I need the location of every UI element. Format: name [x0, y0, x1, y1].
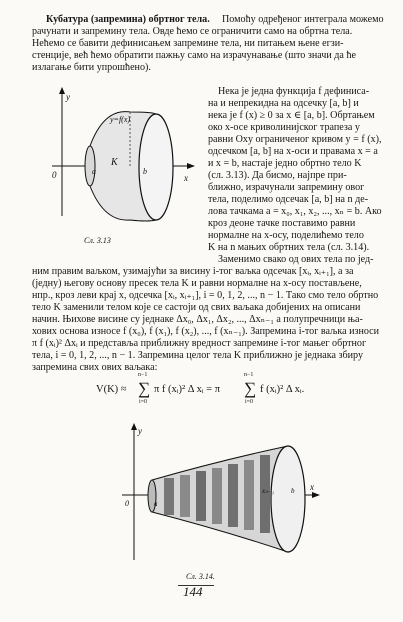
- sigma-icon: ∑: [138, 379, 151, 398]
- label-o: 0: [52, 170, 57, 180]
- paragraph-line: π f (xᵢ)² Δxᵢ и представља приближну вредност запремине i-тог мањег обртног: [32, 338, 367, 349]
- label-x: x: [310, 482, 314, 492]
- volume-formula: [96, 372, 326, 408]
- y-axis-arrow-icon: [59, 87, 65, 94]
- paragraph-line: начин. Њихове висине су једнаке Δx₀, Δx₁, Δx₂, ..., Δxₙ₋₁ а полупречници ња-: [32, 314, 363, 325]
- figure-caption: Сл. 3.14.: [186, 572, 215, 581]
- label-b: b: [291, 487, 295, 495]
- x-axis-arrow-icon: [187, 163, 195, 169]
- paragraph-line: тела, поделимо одсечак [a, b] на n де-: [208, 194, 369, 205]
- paragraph-line: K на n мањих обртних тела (сл. 3.14).: [208, 242, 370, 253]
- figure-3-13: [52, 86, 202, 234]
- paragraph-line: на и непрекидна на одсечку [a, b] и: [208, 98, 359, 109]
- sum-lower-limit: i=0: [139, 399, 148, 405]
- cylinder-slice: [164, 478, 174, 515]
- paragraph-line: Нећемо се бавити дефинисањем запремине тела, ни питањем њене егзи-: [32, 38, 344, 49]
- paragraph-line: нека је f (x) ≥ 0 за x ∈ [a, b]. Обртањем: [208, 110, 375, 121]
- paragraph-line: ним правим ваљком, узимајући за висину i-тог ваљка одсечак [xᵢ, xᵢ₊₁], а за: [32, 266, 354, 277]
- label-x: x: [184, 173, 188, 183]
- paragraph-line: одсечком [a, b] на x-оси и правама x = a: [208, 146, 378, 157]
- right-face: [271, 446, 305, 552]
- label-a: a: [92, 167, 96, 176]
- page-number: 144: [183, 584, 203, 599]
- paragraph-line: равни Oxy ограниченог кривом y = f (x),: [208, 134, 382, 145]
- paragraph-line: Заменимо свако од ових тела по јед-: [218, 254, 374, 265]
- y-axis-arrow-icon: [131, 423, 137, 430]
- paragraph-line: запремина свих ових ваљака:: [32, 362, 158, 373]
- paragraph-line: и x = b, настаје једно обртно тело K: [208, 158, 362, 169]
- label-k: K: [111, 157, 118, 168]
- figure-caption: Сл. 3.13: [84, 236, 111, 245]
- paragraph-line: Нека је једна функција f дефиниса-: [218, 86, 370, 97]
- paragraph-line: (једну) његову основу пресек тела K и равни нормалне на x-осу постављене,: [32, 278, 362, 289]
- paragraph-line: тело K заменили телом које се састоји од свих ваљака добијених на описани: [32, 302, 361, 313]
- cylinder-slice: [180, 475, 190, 517]
- paragraph-line: излагање бити упрошћено).: [32, 62, 151, 73]
- paragraph-line: око x-осе криволинијског трапеза у: [208, 122, 360, 133]
- cylinder-slice: [212, 468, 222, 524]
- paragraph-line: лова тачкама a = x₀, x₁, x₂, ..., xₙ = b. Ако: [208, 206, 382, 217]
- sum-lower-limit: i=0: [245, 399, 254, 405]
- section-heading: Кубатура (запремина) обртног тела.: [46, 14, 210, 25]
- cylinder-slice: [228, 464, 238, 527]
- x-axis-arrow-icon: [312, 492, 320, 498]
- paragraph-line: рачунати и запремину тела. Овде ћемо се ограничити само на обртна тела.: [32, 26, 353, 37]
- formula-lhs: V(K) ≈: [96, 384, 127, 395]
- formula-term: π f (xᵢ)² Δ xᵢ = π: [154, 384, 221, 395]
- paragraph-line: (сл. 3.13). Да бисмо, најпре при-: [208, 170, 347, 181]
- paragraph-line: стенције, већ ћемо обратити пажњу само на израчунавање (што значи да ће: [32, 50, 356, 61]
- formula-term: f (xᵢ)² Δ xᵢ.: [260, 384, 305, 395]
- paragraph-line: ближно, израчунали запремину овог: [208, 182, 365, 193]
- label-xn1: xₙ₋₁: [262, 487, 275, 495]
- label-y: y: [66, 92, 70, 102]
- paragraph-line: Помоћу одређеног интеграла можемо: [222, 14, 384, 25]
- label-o: 0: [125, 499, 129, 508]
- paragraph-line: нпр., кроз леви крај x, одсечка [xᵢ, xᵢ₊₁], i = 0, 1, 2, ..., n − 1. Тако смо тело обртно: [32, 290, 379, 301]
- paragraph-line: кроз деоне тачке поставимо равни: [208, 218, 356, 229]
- label-a: a: [154, 500, 158, 508]
- paragraph-line: хових основа износе f (x₀), f (x₁), f (x₂), ..., f (xₙ₋₁). Запремина i-тог ваљка износи: [32, 326, 380, 337]
- label-y: y: [138, 426, 142, 436]
- label-b: b: [143, 167, 147, 176]
- figure-3-14: [112, 420, 324, 570]
- sigma-icon: ∑: [244, 379, 257, 398]
- left-face: [85, 146, 95, 186]
- sum-upper-limit: n−1: [244, 372, 254, 378]
- paragraph-line: тела, i = 0, 1, 2, ..., n − 1. Запремина целог тела K приближно је једнака збиру: [32, 350, 364, 361]
- cylinder-slice: [244, 460, 254, 530]
- label-curve: y=f(x): [110, 115, 131, 124]
- paragraph-line: нормалне на x-осу, поделићемо тело: [208, 230, 364, 241]
- cylinder-slice: [196, 471, 206, 521]
- sum-upper-limit: n−1: [138, 372, 148, 378]
